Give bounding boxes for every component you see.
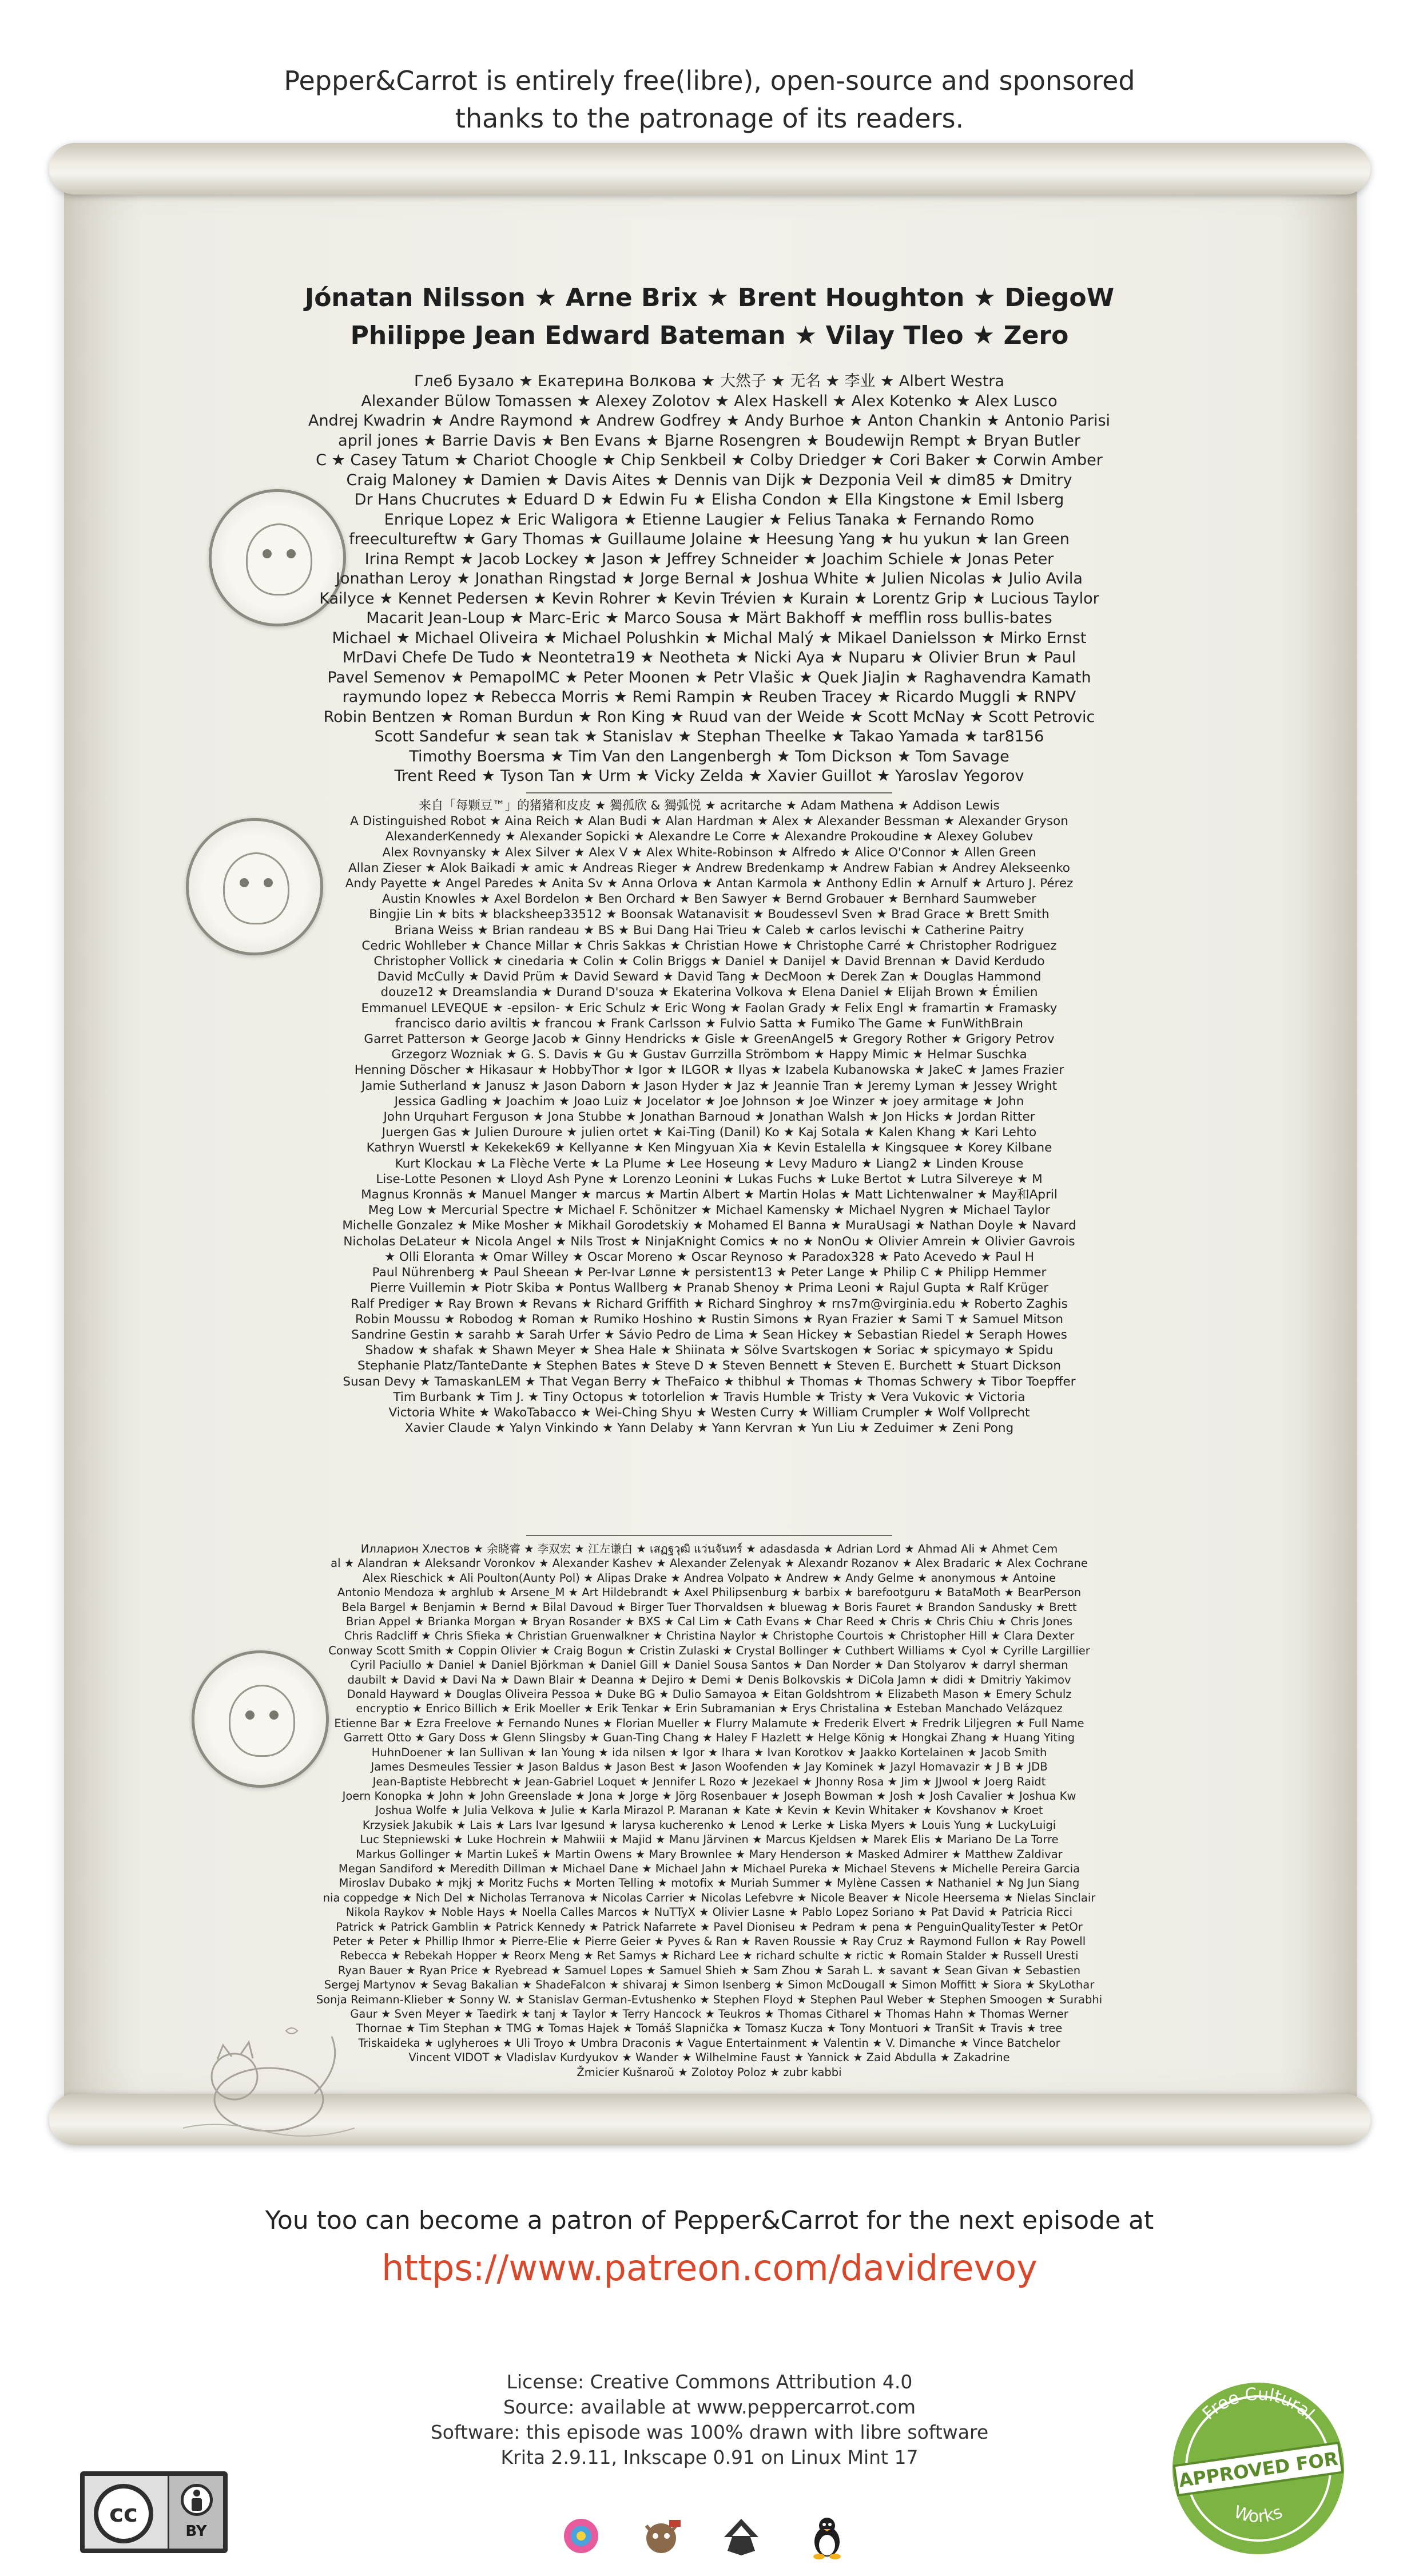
seal-middle-text: APPROVED FOR <box>1177 2447 1339 2492</box>
patron-line: Andrej Kwadrin ★ Andre Raymond ★ Andrew Godfrey ★ Andy Burhoe ★ Anton Chankin ★ Antonio Parisi <box>308 412 1111 430</box>
patron-line: Craig Maloney ★ Damien ★ Davis Aites ★ Dennis van Dijk ★ Dezponia Veil ★ dim85 ★ Dmitry <box>346 471 1072 489</box>
patron-line: Grzegorz Wozniak ★ G. S. Davis ★ Gu ★ Gustav Gurrzilla Strömbom ★ Happy Mimic ★ Helmar Suschka <box>391 1047 1027 1062</box>
patron-line: Scott Sandefur ★ sean tak ★ Stanislav ★ Stephan Theelke ★ Takao Yamada ★ tar8156 <box>374 728 1044 745</box>
scroll-roll-top <box>49 143 1370 195</box>
patron-line: Michael ★ Michael Oliveira ★ Michael Polushkin ★ Michal Malý ★ Mikael Danielsson ★ Mirko Ernst <box>332 629 1087 647</box>
patron-line: francisco dario aviltis ★ francou ★ Frank Carlsson ★ Fulvio Satta ★ Fumiko The Game ★ FunWithBrain <box>395 1016 1023 1031</box>
krita-icon <box>564 2519 598 2553</box>
patron-line: Robin Moussu ★ Robodog ★ Roman ★ Rumiko Hoshino ★ Rustin Simons ★ Ryan Frazier ★ Sami T ★ Samuel Mitson <box>355 1312 1064 1327</box>
patron-line: freecultureftw ★ Gary Thomas ★ Guillaume Jolaine ★ Heesung Yang ★ hu yukun ★ Ian Green <box>349 530 1070 548</box>
patron-line: Timothy Boersma ★ Tim Van den Langenbergh ★ Tom Dickson ★ Tom Savage <box>409 747 1009 765</box>
patron-line: Rebecca ★ Rebekah Hopper ★ Reorx Meng ★ Ret Samys ★ Richard Lee ★ richard schulte ★ rictic ★ Romain Stalder ★ Russell Uresti <box>340 1949 1079 1963</box>
tier-divider <box>526 792 892 793</box>
seal-top-text: Free Cultural <box>1198 2384 1318 2424</box>
patron-line: Nikola Raykov ★ Noble Hays ★ Noella Calles Marcos ★ NuTTyX ★ Olivier Lasne ★ Pablo Lopez Soriano ★ Pat David ★ Patricia Ricci <box>345 1906 1073 1919</box>
patron-line: Garrett Otto ★ Gary Doss ★ Glenn Slingsby ★ Guan-Ting Chang ★ Haley F Hazlett ★ Helge König ★ Hongkai Zhang ★ Huang Yiting <box>343 1731 1075 1745</box>
patron-line: Stephanie Platz/TanteDante ★ Stephen Bates ★ Steve D ★ Steven Bennett ★ Steven E. Burchett ★ Stuart Dickson <box>357 1359 1061 1374</box>
patron-line: AlexanderKennedy ★ Alexander Sopicki ★ Alexandre Le Corre ★ Alexandre Prokoudine ★ Alexey Golubev <box>385 829 1034 844</box>
by-label: BY <box>185 2523 207 2540</box>
patron-line: Cedric Wohlleber ★ Chance Millar ★ Chris Sakkas ★ Christian Howe ★ Christophe Carré ★ Christopher Rodriguez <box>361 938 1057 953</box>
patron-line: Peter ★ Peter ★ Phillip Ihmor ★ Pierre-Elie ★ Pierre Geier ★ Pyves & Ran ★ Raven Roussie ★ Ray Cruz ★ Raymond Fullon ★ Ray Powell <box>332 1934 1086 1948</box>
patron-line: Alex Rovnyansky ★ Alex Silver ★ Alex V ★ Alex White-Robinson ★ Alfredo ★ Alice O'Connor ★ Allen Green <box>382 845 1036 860</box>
patron-line: Markus Gollinger ★ Martin Lukeš ★ Martin Owens ★ Mary Brownlee ★ Mary Henderson ★ Masked Admirer ★ Matthew Zaldivar <box>356 1847 1063 1861</box>
patron-line: Joern Konopka ★ John ★ John Greenslade ★ Jona ★ Jorge ★ Jörg Rosenbauer ★ Joseph Bowman ★ Josh ★ Josh Cavalier ★ Joshua Kw <box>342 1789 1076 1803</box>
patron-line: Etienne Bar ★ Ezra Freelove ★ Fernando Nunes ★ Florian Mueller ★ Flurry Malamute ★ Frederik Elvert ★ Fredrik Liljegren ★ Full Name <box>334 1716 1084 1730</box>
patron-line: Lise-Lotte Pesonen ★ Lloyd Ash Pyne ★ Lorenzo Leonini ★ Lukas Fuchs ★ Luke Bertot ★ Lutra Silvereye ★ M <box>376 1172 1043 1186</box>
patron-line: Brian Appel ★ Brianka Morgan ★ Bryan Rosander ★ BXS ★ Cal Lim ★ Cath Evans ★ Char Reed ★ Chris ★ Chris Chiu ★ Chris Jones <box>346 1615 1072 1629</box>
patron-line: Robin Bentzen ★ Roman Burdun ★ Ron King ★ Ruud van der Weide ★ Scott McNay ★ Scott Petrovic <box>323 708 1095 726</box>
patron-line: HuhnDoener ★ Ian Sullivan ★ Ian Young ★ ida nilsen ★ Igor ★ Ihara ★ Ivan Korotkov ★ Jaakko Kortelainen ★ Jacob Smith <box>371 1745 1047 1759</box>
person-icon <box>181 2484 213 2516</box>
cta-text: You too can become a patron of Pepper&Carrot for the next episode at <box>265 2206 1154 2235</box>
license-line: License: Creative Commons Attribution 4.0 <box>506 2371 913 2393</box>
tier-divider <box>526 1535 892 1536</box>
carrot-sketch-icon <box>172 2014 360 2140</box>
patron-line: Michelle Gonzalez ★ Mike Mosher ★ Mikhail Gorodetskiy ★ Mohamed El Banna ★ MuraUsagi ★ Nathan Doyle ★ Navard <box>342 1218 1076 1233</box>
patron-line: Sandrine Gestin ★ sarahb ★ Sarah Urfer ★ Sávio Pedro de Lima ★ Sean Hickey ★ Sebastian Riedel ★ Seraph Howes <box>351 1327 1067 1342</box>
patreon-link[interactable]: https://www.patreon.com/davidrevoy <box>381 2247 1038 2289</box>
patron-tier3-list <box>297 798 1121 1436</box>
patron-line: Jamie Sutherland ★ Janusz ★ Jason Daborn ★ Jason Hyder ★ Jaz ★ Jeannie Tran ★ Jeremy Lyman ★ Jessey Wright <box>361 1078 1058 1093</box>
patron-line: Xavier Claude ★ Yalyn Vinkindo ★ Yann Delaby ★ Yann Kervran ★ Yun Liu ★ Zeduimer ★ Zeni Pong <box>404 1421 1014 1436</box>
patron-line: Miroslav Dubako ★ mjkj ★ Moritz Fuchs ★ Morten Telling ★ motofix ★ Muriah Summer ★ Mylène Cassen ★ Nathaniel ★ Ng Jun Siang <box>339 1876 1080 1890</box>
patron-line: Sonja Reimann-Klieber ★ Sonny W. ★ Stanislav German-Evtushenko ★ Stephen Floyd ★ Stephen Paul Weber ★ Stephen Smoogen ★ Surabhi <box>316 1992 1103 2006</box>
patron-line: James Desmeules Tessier ★ Jason Baldus ★ Jason Best ★ Jason Woofenden ★ Jay Kominek ★ Jazyl Homavazir ★ J B ★ JDB <box>371 1760 1048 1774</box>
patron-line: Vincent VIDOT ★ Vladislav Kurdyukov ★ Wander ★ Wilhelmine Faust ★ Yannick ★ Zaid Abdulla ★ Zakadrine <box>408 2051 1010 2065</box>
software-icons <box>561 2514 858 2560</box>
patron-line: Juergen Gas ★ Julien Duroure ★ julien ortet ★ Kai-Ting (Danil) Ko ★ Kaj Sotala ★ Kalen Khang ★ Kari Lehto <box>381 1125 1037 1140</box>
patron-line: Глеб Бузало ★ Екатерина Волкова ★ 大然子 ★ 无名 ★ 李业 ★ Albert Westra <box>414 372 1004 390</box>
patron-line: Pavel Semenov ★ PemapolMC ★ Peter Moonen ★ Petr Vlašic ★ Quek JiaJin ★ Raghavendra Kamath <box>327 668 1091 686</box>
patron-line: Kailyce ★ Kennet Pedersen ★ Kevin Rohrer ★ Kevin Trévien ★ Kurain ★ Lorentz Grip ★ Lucious Taylor <box>319 589 1099 608</box>
patron-line: daubilt ★ David ★ Davi Na ★ Dawn Blair ★ Deanna ★ Dejiro ★ Demi ★ Denis Bolkovskis ★ DiCola Jamn ★ didi ★ Dmitriy Yakimov <box>347 1673 1071 1686</box>
patron-line: Chris Radcliff ★ Chris Sfieka ★ Christian Gruenwalkner ★ Christina Naylor ★ Christophe Courtois ★ Christopher Hill ★ Clara Dexter <box>344 1629 1075 1643</box>
patron-line: David McCully ★ David Prüm ★ David Seward ★ David Tang ★ DecMoon ★ Derek Zan ★ Douglas Hammond <box>377 970 1042 985</box>
patron-line: Austin Knowles ★ Axel Bordelon ★ Ben Orchard ★ Ben Sawyer ★ Bernd Grobauer ★ Bernhard Saumweber <box>382 892 1036 907</box>
patron-tier4-list <box>297 1542 1121 2079</box>
inkscape-icon <box>724 2519 758 2555</box>
patron-line: Henning Döscher ★ Hikasaur ★ HobbyThor ★ Igor ★ ILGOR ★ Ilyas ★ Izabela Kubanowska ★ JakeC ★ James Frazier <box>354 1063 1064 1078</box>
patron-line: Megan Sandiford ★ Meredith Dillman ★ Michael Dane ★ Michael Jahn ★ Michael Pureka ★ Michael Stevens ★ Michelle Pereira Garcia <box>338 1861 1080 1875</box>
patron-line: Nicholas DeLateur ★ Nicola Angel ★ Nils Trost ★ NinjaKnight Comics ★ no ★ NonOu ★ Olivier Amrein ★ Olivier Gavrois <box>343 1234 1075 1249</box>
seal-bottom-text: Works <box>1231 2502 1286 2527</box>
patron-line: Alex Rieschick ★ Ali Poulton(Aunty Pol) ★ Alipas Drake ★ Andrea Volpato ★ Andrew ★ Andy Gelme ★ anonymous ★ Antoine <box>363 1571 1056 1585</box>
source-line: Source: available at www.peppercarrot.com <box>503 2396 916 2418</box>
patron-line: Garret Patterson ★ George Jacob ★ Ginny Hendricks ★ Gisle ★ GreenAngel5 ★ Gregory Rother ★ Grigory Petrov <box>364 1032 1055 1047</box>
patron-line: Donald Hayward ★ Douglas Oliveira Pessoa ★ Duke BG ★ Dulio Samayoa ★ Eitan Goldshtrom ★ Elizabeth Mason ★ Emery Schulz <box>347 1688 1072 1701</box>
patron-line: douze12 ★ Dreamslandia ★ Durand D'souza ★ Ekaterina Volkova ★ Elena Daniel ★ Elijah Brown ★ Émilien <box>380 985 1038 1000</box>
intro-line-1: Pepper&Carrot is entirely free(libre), open-source and sponsored <box>284 65 1135 96</box>
patron-line: Triskaideka ★ uglyheroes ★ Uli Troyo ★ Umbra Draconis ★ Vague Entertainment ★ Valentin ★ V. Dimanche ★ Vince Batchelor <box>358 2036 1060 2050</box>
patron-line: Krzysiek Jakubik ★ Lais ★ Lars Ivar Igesund ★ larysa kucherenko ★ Lenod ★ Lerke ★ Liska Myers ★ Louis Yung ★ LuckyLuigi <box>362 1818 1056 1832</box>
patron-line: Victoria White ★ WakoTabacco ★ Wei-Ching Shyu ★ Westen Curry ★ William Crumpler ★ Wolf Vollprecht <box>388 1405 1030 1420</box>
patron-line: Magnus Kronnäs ★ Manuel Manger ★ marcus ★ Martin Albert ★ Martin Holas ★ Matt Lichtenwalner ★ May和April <box>361 1188 1058 1202</box>
patron-line: Bela Bargel ★ Benjamin ★ Bernd ★ Bilal Davoud ★ Birger Tuer Thorvaldsen ★ bluewag ★ Boris Fauret ★ Brandon Sandusky ★ Brett <box>341 1600 1077 1614</box>
patron-line: MrDavi Chefe De Tudo ★ Neontetra19 ★ Neotheta ★ Nicki Aya ★ Nuparu ★ Olivier Brun ★ Paul <box>342 649 1076 666</box>
patron-tier2-list <box>297 372 1121 787</box>
patron-line: Susan Devy ★ TamaskanLEM ★ That Vegan Berry ★ TheFaico ★ thibhul ★ Thomas ★ Thomas Schwery ★ Tibor Toepffer <box>343 1374 1076 1389</box>
patron-line: Conway Scott Smith ★ Coppin Olivier ★ Craig Bogun ★ Cristin Zulaski ★ Crystal Bollinger ★ Cuthbert Williams ★ Cyol ★ Cyrille Largillier <box>328 1644 1090 1657</box>
patron-line: Kurt Klockau ★ La Flèche Verte ★ La Plume ★ Lee Hoseung ★ Levy Maduro ★ Liang2 ★ Linden Krouse <box>395 1156 1024 1171</box>
patron-line: al ★ Alandran ★ Aleksandr Voronkov ★ Alexander Kashev ★ Alexander Zelenyak ★ Alexandr Rozanov ★ Alex Bradaric ★ Alex Cochrane <box>331 1557 1088 1570</box>
patron-line: Emmanuel LEVEQUE ★ -epsilon- ★ Eric Schulz ★ Eric Wong ★ Faolan Grady ★ Felix Engl ★ framartin ★ Framasky <box>361 1001 1058 1015</box>
patron-line: Kathryn Wuerstl ★ Kekekek69 ★ Kellyanne ★ Ken Mingyuan Xia ★ Kevin Estalella ★ Kingsquee ★ Korey Kilbane <box>366 1141 1052 1156</box>
patron-line: Илларион Хлестов ★ 余晓睿 ★ 李双宏 ★ 江左谦白 ★ เสฏฐวุฒิ แว่นจันทร์ ★ adasdasda ★ Adrian Lord ★ Ahmad Ali ★ Ahmet Cem <box>360 1542 1058 1555</box>
patron-line: Dr Hans Chucrutes ★ Eduard D ★ Edwin Fu ★ Elisha Condon ★ Ella Kingstone ★ Emil Isberg <box>354 491 1064 509</box>
patron-line: april jones ★ Barrie Davis ★ Ben Evans ★ Bjarne Rosengren ★ Boudewijn Rempt ★ Bryan Butler <box>338 431 1080 450</box>
patron-line: Žmicier Kušnaroŭ ★ Zolotoy Poloz ★ zubr kabbi <box>577 2065 842 2079</box>
software-line: Software: this episode was 100% drawn with libre software <box>430 2421 989 2443</box>
patron-line: C ★ Casey Tatum ★ Chariot Choogle ★ Chip Senkbeil ★ Colby Driedger ★ Cori Baker ★ Corwin Amber <box>316 451 1103 469</box>
patron-line: Luc Stepniewski ★ Luke Hochrein ★ Mahwiii ★ Majid ★ Manu Järvinen ★ Marcus Kjeldsen ★ Marek Elis ★ Mariano De La Torre <box>360 1833 1059 1847</box>
patron-line: ★ Olli Eloranta ★ Omar Willey ★ Oscar Moreno ★ Oscar Reynoso ★ Paradox328 ★ Pato Acevedo ★ Paul H <box>384 1249 1035 1264</box>
patron-line: Jean-Baptiste Hebbrecht ★ Jean-Gabriel Loquet ★ Jennifer L Rozo ★ Jezekael ★ Jhonny Rosa ★ Jim ★ JJwool ★ Joerg Raidt <box>372 1775 1046 1788</box>
patron-line: Briana Weiss ★ Brian randeau ★ BS ★ Bui Dang Hai Trieu ★ Caleb ★ carlos levischi ★ Catherine Paitry <box>394 923 1024 938</box>
cc-by-badge[interactable] <box>80 2471 228 2553</box>
patron-tier1-line2: Philippe Jean Edward Bateman ★ Vilay Tleo ★ Zero <box>350 321 1069 350</box>
patron-line: 来自「每颗豆™」的猪猪和皮皮 ★ 獨孤欣 & 獨弧悦 ★ acritarche ★ Adam Mathena ★ Addison Lewis <box>419 799 1000 813</box>
patron-line: Pierre Vuillemin ★ Piotr Skiba ★ Pontus Wallberg ★ Pranab Shenoy ★ Prima Leoni ★ Rajul Gupta ★ Ralf Krüger <box>369 1281 1049 1296</box>
patron-tier1-line1: Jónatan Nilsson ★ Arne Brix ★ Brent Houghton ★ DiegoW <box>304 283 1115 312</box>
cc-icon: cc <box>94 2484 153 2543</box>
patron-line: Enrique Lopez ★ Eric Waligora ★ Etienne Laugier ★ Felius Tanaka ★ Fernando Romo <box>384 510 1035 529</box>
patron-line: Alexander Bülow Tomassen ★ Alexey Zolotov ★ Alex Haskell ★ Alex Kotenko ★ Alex Lusco <box>361 392 1058 410</box>
patron-line: Shadow ★ shafak ★ Shawn Meyer ★ Shea Hale ★ Shiinata ★ Sölve Svartskogen ★ Soriac ★ spicymayo ★ Spidu <box>365 1343 1054 1358</box>
patron-line: nia coppedge ★ Nich Del ★ Nicholas Terranova ★ Nicolas Carrier ★ Nicolas Lefebvre ★ Nicole Beaver ★ Nicole Heersema ★ Nielas Sinclair <box>323 1891 1096 1904</box>
gimp-icon <box>646 2520 681 2553</box>
patron-line: Jonathan Leroy ★ Jonathan Ringstad ★ Jorge Bernal ★ Joshua White ★ Julien Nicolas ★ Julio Avila <box>336 570 1083 588</box>
patron-line: Ralf Prediger ★ Ray Brown ★ Revans ★ Richard Griffith ★ Richard Singhroy ★ rns7m@virginia.edu ★ Roberto Zaghis <box>351 1296 1068 1311</box>
patron-line: Ryan Bauer ★ Ryan Price ★ Ryebread ★ Samuel Lopes ★ Samuel Shieh ★ Sam Zhou ★ Sarah L. ★ savant ★ Sean Givan ★ Sebastien <box>337 1963 1081 1977</box>
patron-line: Jessica Gadling ★ Joachim ★ Joao Luiz ★ Jocelator ★ Joe Johnson ★ Joe Winzer ★ joey armitage ★ John <box>394 1094 1024 1109</box>
patron-line: Cyril Paciullo ★ Daniel ★ Daniel Björkman ★ Daniel Gill ★ Daniel Sousa Santos ★ Dan Norder ★ Dan Stolyarov ★ darryl sherman <box>350 1658 1068 1672</box>
patron-line: Sergej Martynov ★ Sevag Bakalian ★ ShadeFalcon ★ shivaraj ★ Simon Isenberg ★ Simon McDougall ★ Simon Moffitt ★ Siora ★ SkyLothar <box>324 1978 1095 1992</box>
patron-line: Patrick ★ Patrick Gamblin ★ Patrick Kennedy ★ Patrick Nafarrete ★ Pavel Dioniseu ★ Pedram ★ pena ★ PenguinQualityTester ★ PetOr <box>336 1920 1083 1934</box>
patron-line: encryptio ★ Enrico Billich ★ Erik Moeller ★ Erik Tenkar ★ Erin Subramanian ★ Erys Christalina ★ Esteban Manchado Velázquez <box>356 1702 1063 1716</box>
patron-line: Antonio Mendoza ★ arghlub ★ Arsene_M ★ Art Hildebrandt ★ Axel Philipsenburg ★ barbix ★ barefootguru ★ BataMoth ★ BearPerson <box>337 1586 1082 1599</box>
software-versions-line: Krita 2.9.11, Inkscape 0.91 on Linux Mint 17 <box>500 2446 919 2468</box>
patron-line: Thornae ★ Tim Stephan ★ TMG ★ Tomas Hajek ★ Tomáš Slapnička ★ Tomasz Kucza ★ Tony Montuori ★ TranSit ★ Travis ★ tree <box>356 2022 1063 2035</box>
patron-line: raymundo lopez ★ Rebecca Morris ★ Remi Rampin ★ Reuben Tracey ★ Ricardo Muggli ★ RNPV <box>342 688 1076 706</box>
patron-line: John Urquhart Ferguson ★ Jona Stubbe ★ Jonathan Barnoud ★ Jonathan Walsh ★ Jon Hicks ★ Jordan Ritter <box>383 1110 1035 1125</box>
patron-line: A Distinguished Robot ★ Aina Reich ★ Alan Budi ★ Alan Hardman ★ Alex ★ Alexander Bessman ★ Alexander Gryson <box>350 814 1068 829</box>
linux-icon <box>813 2518 841 2559</box>
patron-line: Paul Nührenberg ★ Paul Sheean ★ Per-Ivar Lønne ★ persistent13 ★ Peter Lange ★ Philip C ★ Philipp Hemmer <box>372 1265 1047 1280</box>
patron-line: Macarit Jean-Loup ★ Marc-Eric ★ Marco Sousa ★ Märt Bakhoff ★ mefflin ross bullis-bates <box>366 609 1052 627</box>
intro-line-2: thanks to the patronage of its readers. <box>455 103 964 134</box>
patron-line: Joshua Wolfe ★ Julia Velkova ★ Julie ★ Karla Mirazol P. Maranan ★ Kate ★ Kevin ★ Kevin Whitaker ★ Kovshanov ★ Kroet <box>375 1804 1043 1817</box>
patron-line: Tim Burbank ★ Tim J. ★ Tiny Octopus ★ totorlelion ★ Travis Humble ★ Tristy ★ Vera Vukovic ★ Victoria <box>393 1390 1026 1404</box>
patron-line: Andy Payette ★ Angel Paredes ★ Anita Sv ★ Anna Orlova ★ Antan Karmola ★ Anthony Edlin ★ Arnulf ★ Arturo J. Pérez <box>345 876 1074 891</box>
patron-line: Bingjie Lin ★ bits ★ blacksheep33512 ★ Boonsak Watanavisit ★ Boudessevl Sven ★ Brad Grace ★ Brett Smith <box>369 907 1050 922</box>
patron-line: Irina Rempt ★ Jacob Lockey ★ Jason ★ Jeffrey Schneider ★ Joachim Schiele ★ Jonas Peter <box>364 550 1054 568</box>
patron-line: Meg Low ★ Mercurial Spectre ★ Michael F. Schönitzer ★ Michael Kamensky ★ Michael Nygren ★ Michael Taylor <box>368 1203 1051 1218</box>
patron-line: Allan Zieser ★ Alok Baikadi ★ amic ★ Andreas Rieger ★ Andrew Bredenkamp ★ Andrew Fabian ★ Andrey Alekseenko <box>348 860 1070 875</box>
patron-line: Gaur ★ Sven Meyer ★ Taedirk ★ tanj ★ Taylor ★ Terry Hancock ★ Teukros ★ Thomas Citharel ★ Thomas Hahn ★ Thomas Werner <box>350 2007 1068 2021</box>
patron-line: Christopher Vollick ★ cinedaria ★ Colin ★ Colin Briggs ★ Daniel ★ Danijel ★ David Brennan ★ David Kerdudo <box>373 954 1045 969</box>
free-cultural-works-seal-icon[interactable] <box>1164 2374 1353 2563</box>
patron-line: Trent Reed ★ Tyson Tan ★ Urm ★ Vicky Zelda ★ Xavier Guillot ★ Yaroslav Yegorov <box>394 767 1024 785</box>
